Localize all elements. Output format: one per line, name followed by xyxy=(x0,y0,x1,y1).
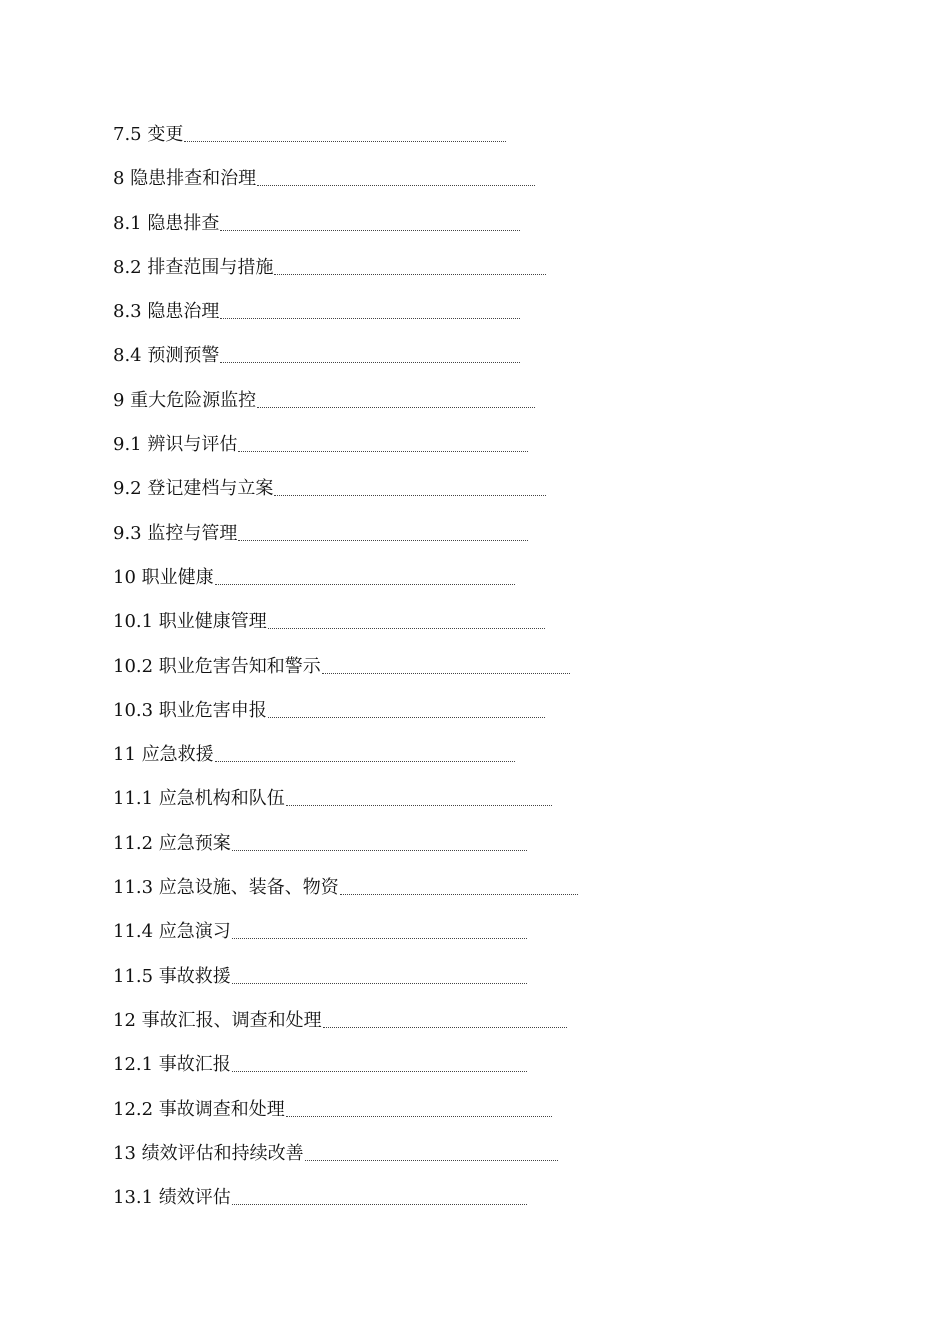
dot-leader xyxy=(238,521,528,541)
toc-entry[interactable] xyxy=(113,1141,873,1185)
toc-entry-text: 8.1 隐患排查 xyxy=(113,212,220,234)
dot-leader xyxy=(274,255,546,275)
dot-leader xyxy=(257,166,535,186)
toc-entry-text: 11.4 应急演习 xyxy=(113,921,231,943)
dot-leader xyxy=(323,1008,567,1028)
dot-leader xyxy=(184,122,506,142)
dot-leader xyxy=(340,875,578,895)
toc-entry[interactable] xyxy=(113,1052,873,1096)
toc-entry[interactable] xyxy=(113,299,873,343)
dot-leader xyxy=(232,1052,527,1072)
toc-entry[interactable] xyxy=(113,388,873,432)
toc-entry[interactable] xyxy=(113,831,873,875)
toc-entry[interactable] xyxy=(113,1008,873,1052)
toc-entry-text: 13 绩效评估和持续改善 xyxy=(113,1142,304,1164)
dot-leader xyxy=(257,388,535,408)
dot-leader xyxy=(232,919,527,939)
toc-entry-text: 10.2 职业危害告知和警示 xyxy=(113,655,321,677)
dot-leader xyxy=(268,609,545,629)
toc-entry-text: 11.5 事故救援 xyxy=(113,965,231,987)
toc-entry-text: 11.3 应急设施、装备、物资 xyxy=(113,877,339,899)
toc-entry[interactable] xyxy=(113,476,873,520)
toc-entry[interactable] xyxy=(113,919,873,963)
toc-entry[interactable] xyxy=(113,565,873,609)
toc-entry-text: 11.2 应急预案 xyxy=(113,832,231,854)
toc-entry-text: 9 重大危险源监控 xyxy=(113,389,257,411)
toc-entry-text: 8.4 预测预警 xyxy=(113,345,220,367)
toc-entry-text: 9.3 监控与管理 xyxy=(113,522,238,544)
dot-leader xyxy=(215,565,515,585)
toc-entry-text: 9.2 登记建档与立案 xyxy=(113,478,274,500)
toc-entry-text: 8.2 排查范围与措施 xyxy=(113,256,274,278)
toc-entry[interactable] xyxy=(113,698,873,742)
toc-entry-text: 12.1 事故汇报 xyxy=(113,1054,231,1076)
table-of-contents xyxy=(113,122,873,1229)
dot-leader xyxy=(274,476,546,496)
dot-leader xyxy=(286,786,552,806)
toc-entry[interactable] xyxy=(113,875,873,919)
toc-entry-text: 7.5 变更 xyxy=(113,124,184,145)
toc-entry[interactable] xyxy=(113,122,873,166)
dot-leader xyxy=(215,742,515,762)
toc-entry-text: 12 事故汇报、调查和处理 xyxy=(113,1009,322,1031)
toc-entry[interactable] xyxy=(113,1185,873,1229)
dot-leader xyxy=(322,654,570,674)
toc-entry[interactable] xyxy=(113,521,873,565)
dot-leader xyxy=(220,299,520,319)
toc-entry[interactable] xyxy=(113,654,873,698)
dot-leader xyxy=(232,1185,527,1205)
toc-entry-text: 9.1 辨识与评估 xyxy=(113,434,238,456)
toc-entry-text: 10.3 职业危害申报 xyxy=(113,699,267,721)
dot-leader xyxy=(220,211,520,231)
toc-entry[interactable] xyxy=(113,166,873,210)
toc-entry[interactable] xyxy=(113,432,873,476)
toc-entry-text: 8.3 隐患治理 xyxy=(113,301,220,323)
toc-entry-text: 10.1 职业健康管理 xyxy=(113,611,267,633)
toc-entry[interactable] xyxy=(113,964,873,1008)
toc-entry[interactable] xyxy=(113,255,873,299)
toc-entry-text: 13.1 绩效评估 xyxy=(113,1187,231,1209)
toc-entry-text: 8 隐患排查和治理 xyxy=(113,168,257,190)
dot-leader xyxy=(232,831,527,851)
dot-leader xyxy=(268,698,545,718)
dot-leader xyxy=(220,343,520,363)
toc-entry-text: 11.1 应急机构和队伍 xyxy=(113,788,285,810)
toc-entry[interactable] xyxy=(113,1097,873,1141)
toc-entry-text: 10 职业健康 xyxy=(113,566,214,588)
toc-entry[interactable] xyxy=(113,609,873,653)
dot-leader xyxy=(238,432,528,452)
toc-entry[interactable] xyxy=(113,343,873,387)
toc-entry[interactable] xyxy=(113,742,873,786)
toc-entry-text: 12.2 事故调查和处理 xyxy=(113,1098,285,1120)
toc-entry[interactable] xyxy=(113,786,873,830)
dot-leader xyxy=(305,1141,558,1161)
dot-leader xyxy=(232,964,527,984)
dot-leader xyxy=(286,1097,552,1117)
toc-entry-text: 11 应急救援 xyxy=(113,744,214,766)
toc-entry[interactable] xyxy=(113,211,873,255)
